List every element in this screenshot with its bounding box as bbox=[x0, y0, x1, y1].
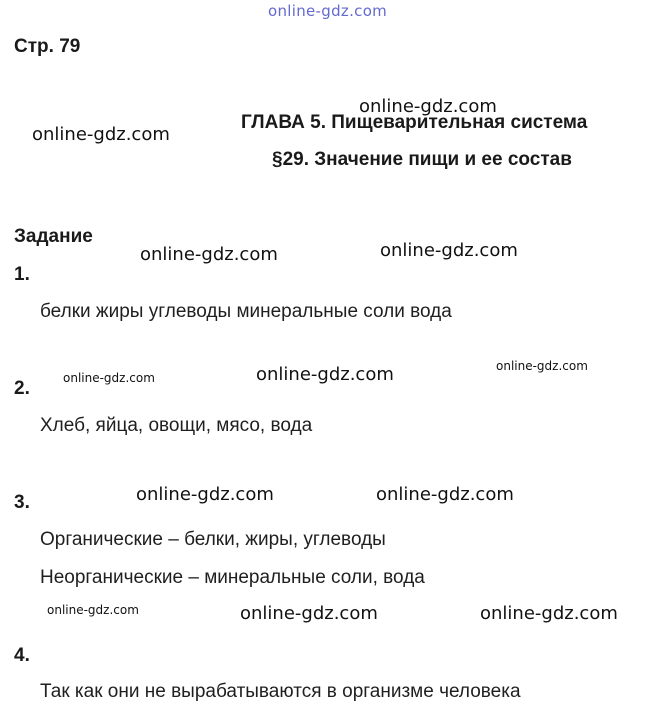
watermark: online-gdz.com bbox=[136, 484, 274, 505]
watermark: online-gdz.com bbox=[47, 603, 139, 617]
answer-number-3: 3. bbox=[14, 492, 30, 513]
answer-number-1: 1. bbox=[14, 264, 30, 285]
task-heading: Задание bbox=[14, 226, 93, 247]
watermark: online-gdz.com bbox=[32, 124, 170, 145]
watermark: online-gdz.com bbox=[496, 359, 588, 373]
watermark-top: online-gdz.com bbox=[268, 2, 388, 20]
section-title: §29. Значение пищи и ее состав bbox=[272, 149, 572, 170]
answer-4-line-1: Так как они не вырабатываются в организме человека bbox=[40, 681, 521, 702]
answer-number-4: 4. bbox=[14, 645, 30, 666]
watermark: online-gdz.com bbox=[240, 603, 378, 624]
answer-number-2: 2. bbox=[14, 378, 30, 399]
watermark: online-gdz.com bbox=[480, 603, 618, 624]
answer-2-line-1: Хлеб, яйца, овощи, мясо, вода bbox=[40, 415, 313, 436]
answer-1-line-1: белки жиры углеводы минеральные соли вода bbox=[40, 301, 452, 322]
page-number: Стр. 79 bbox=[14, 36, 81, 57]
watermark: online-gdz.com bbox=[359, 96, 497, 117]
watermark: online-gdz.com bbox=[63, 371, 155, 385]
watermark: online-gdz.com bbox=[256, 364, 394, 385]
watermark: online-gdz.com bbox=[380, 240, 518, 261]
answer-3-line-1: Органические – белки, жиры, углеводы bbox=[40, 529, 386, 550]
watermark: online-gdz.com bbox=[376, 484, 514, 505]
answer-3-line-2: Неорганические – минеральные соли, вода bbox=[40, 567, 425, 588]
watermark: online-gdz.com bbox=[140, 244, 278, 265]
chapter-title: ГЛАВА 5. Пищеварительная система bbox=[241, 112, 588, 133]
